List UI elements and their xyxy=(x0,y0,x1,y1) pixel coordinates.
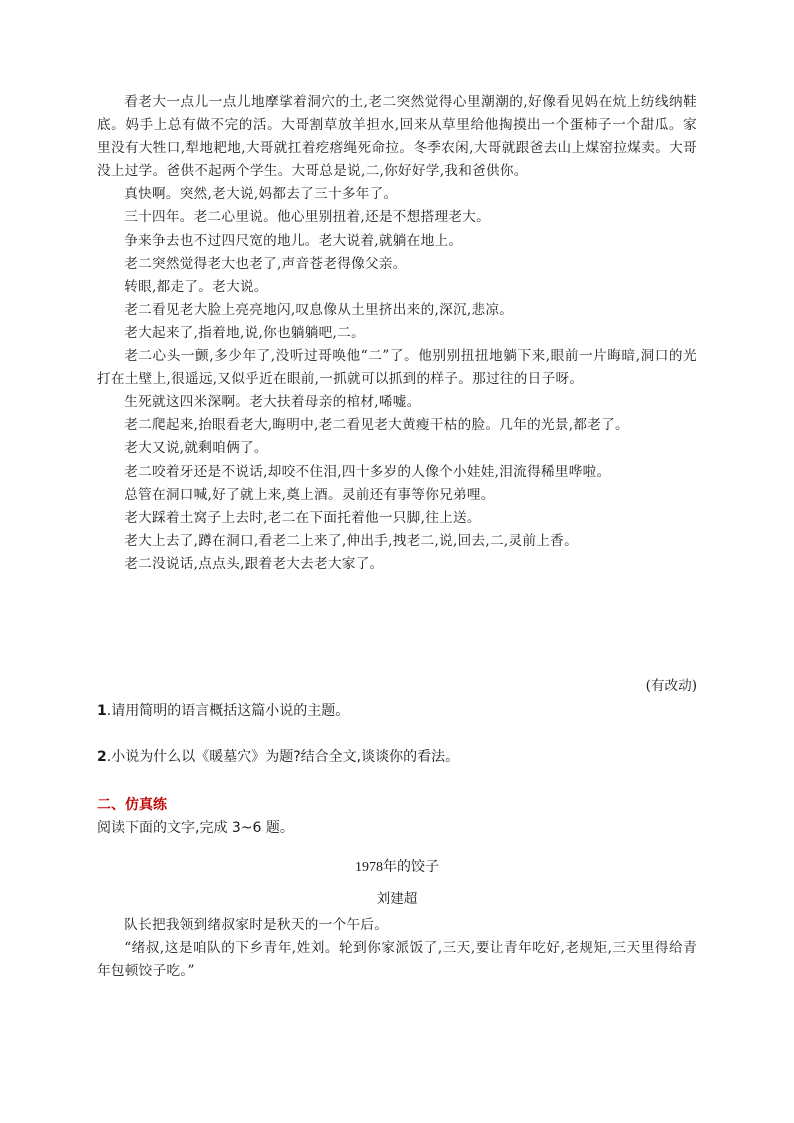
story-body xyxy=(97,91,697,576)
story-paragraph: 老二心头一颤,多少年了,没听过哥唤他“二”了。他别别扭扭地躺下来,眼前一片晦暗,洞口的光打在土壁上,很遥远,又似乎近在眼前,一抓就可以抓到的样子。那过往的日子呀。 xyxy=(97,348,697,388)
story-paragraph: 老二突然觉得老大也老了,声音苍老得像父亲。 xyxy=(124,255,407,272)
section-instruction: 阅读下面的文字,完成 3~6 题。 xyxy=(97,820,294,836)
story-paragraph: 老大又说,就剩咱俩了。 xyxy=(124,440,268,457)
question-number: 1 xyxy=(97,703,107,719)
story-paragraph: 真快啊。突然,老大说,妈都去了三十多年了。 xyxy=(124,186,398,203)
question-2 xyxy=(97,747,697,767)
story-paragraph: 看老大一点儿一点儿地摩挲着洞穴的土,老二突然觉得心里潮潮的,好像看见妈在炕上纺线纳鞋底。妈手上总有做不完的活。大哥割草放羊担水,回来从草里给他掏摸出一个蛋柿子一个甜瓜。家里没有大牲口,犁地耙地,大哥就扛着疙瘩绳死命拉。冬季农闲,大哥就跟爸去山上煤窑拉煤卖。大哥没上过学。爸供不起两个学生。大哥总是说,二,你好好学,我和爸供你。 xyxy=(97,94,697,180)
question-number: 2 xyxy=(97,749,107,765)
story-paragraph: 老大上去了,蹲在洞口,看老二上来了,伸出手,拽老二,说,回去,二,灵前上香。 xyxy=(124,532,578,549)
story-paragraph: 转眼,都走了。老大说。 xyxy=(124,278,268,295)
story2-body xyxy=(97,914,697,983)
story-paragraph: 老二咬着牙还是不说话,却咬不住泪,四十多岁的人像个小娃娃,泪流得稀里哗啦。 xyxy=(124,463,611,480)
question-text: .请用简明的语言概括这篇小说的主题。 xyxy=(106,703,350,719)
story-title-text: 年的饺子 xyxy=(383,859,439,875)
story-paragraph: 总管在洞口喊,好了就上来,奠上酒。灵前还有事等你兄弟哩。 xyxy=(124,486,495,503)
story-title xyxy=(0,857,794,878)
story-paragraph: 三十四年。老二心里说。他心里别扭着,还是不想搭理老大。 xyxy=(124,209,491,226)
story-paragraph: 老大起来了,指着地,说,你也躺躺吧,二。 xyxy=(124,324,365,341)
story-paragraph: 老二看见老大脸上亮亮地闪,叹息像从土里挤出来的,深沉,悲凉。 xyxy=(124,301,514,318)
source-note: (有改动) xyxy=(645,678,697,694)
story-paragraph: 争来争去也不过四尺宽的地儿。老大说着,就躺在地上。 xyxy=(124,232,463,249)
question-1 xyxy=(97,701,697,721)
story2-paragraph: 队长把我领到绪叔家时是秋天的一个午后。 xyxy=(124,917,389,933)
story2-paragraph: “绪叔,这是咱队的下乡青年,姓刘。轮到你家派饭了,三天,要让青年吃好,老规矩,三天里得给青年包顿饺子吃。” xyxy=(97,940,697,979)
story-paragraph: 生死就这四米深啊。老大扶着母亲的棺材,唏嘘。 xyxy=(124,394,421,411)
section-heading: 二、仿真练 xyxy=(97,797,167,813)
question-text: .小说为什么以《暖墓穴》为题?结合全文,谈谈你的看法。 xyxy=(106,749,460,765)
story-paragraph: 老大踩着土窝子上去时,老二在下面托着他一只脚,往上送。 xyxy=(124,509,481,526)
story-paragraph: 老二爬起来,抬眼看老大,晦明中,老二看见老大黄瘦干枯的脸。几年的光景,都老了。 xyxy=(124,417,629,434)
story-paragraph: 老二没说话,点点头,跟着老大去老大家了。 xyxy=(124,555,384,572)
story-title-year: 1978 xyxy=(355,860,383,875)
story-author: 刘建超 xyxy=(376,891,418,907)
